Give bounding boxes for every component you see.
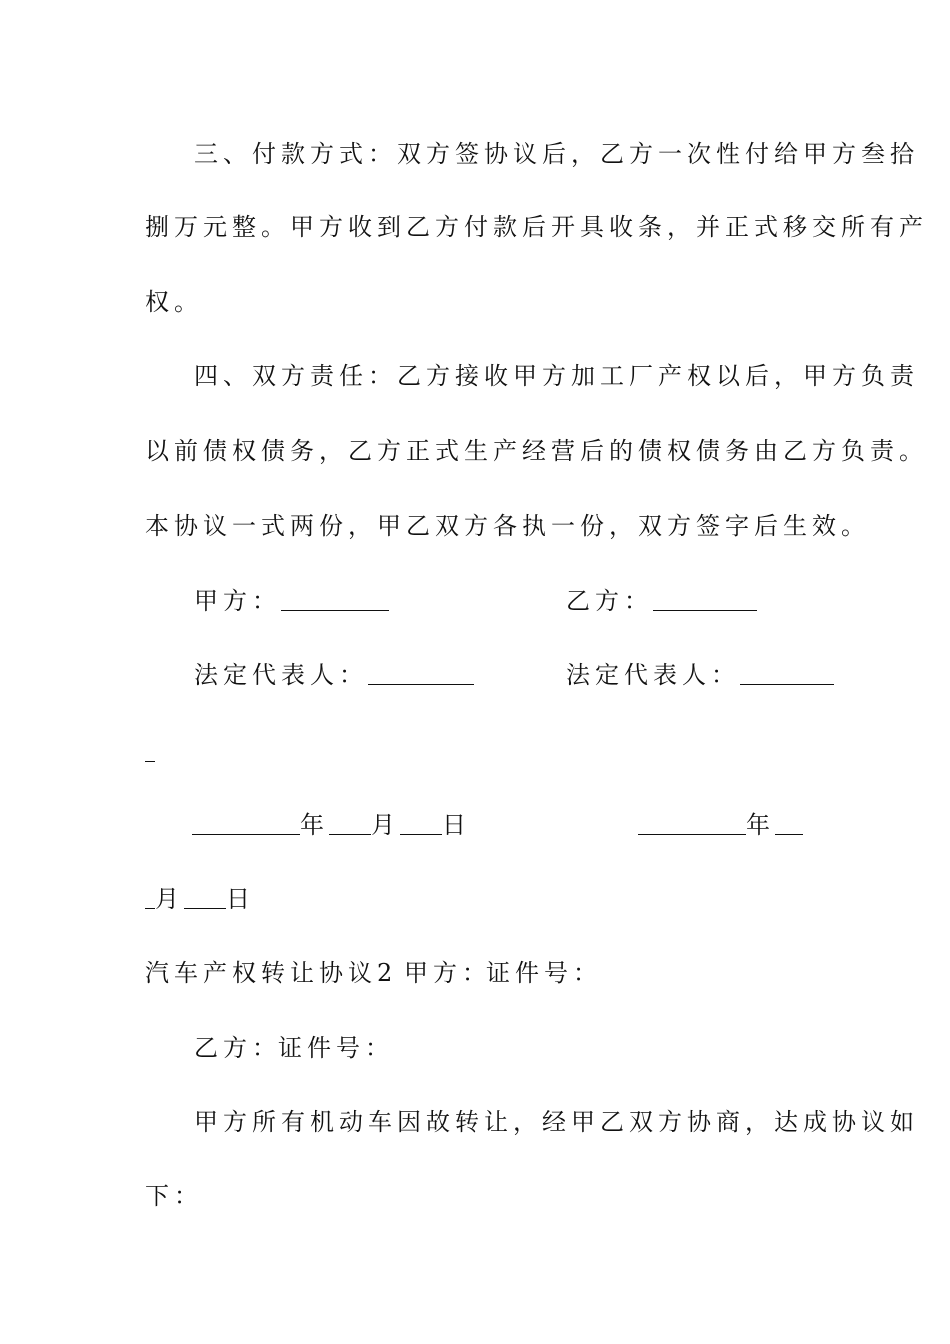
agreement-2-title: 汽车产权转让协议2 bbox=[145, 959, 398, 987]
date-a-month: 月 bbox=[371, 811, 400, 839]
party-b-signature bbox=[566, 589, 757, 613]
date-b-continued bbox=[145, 887, 255, 911]
paragraph-3-line-2: 捌万元整。甲方收到乙方付款后开具收条，并正式移交所有产 bbox=[145, 213, 928, 241]
agreement-2-intro-line-2: 下： bbox=[145, 1182, 203, 1210]
party-a-signature bbox=[194, 589, 389, 613]
date-b bbox=[638, 813, 803, 837]
date-a-day: 日 bbox=[442, 811, 471, 839]
paragraph-3-line-3: 权。 bbox=[145, 288, 203, 316]
date-b-day: 日 bbox=[226, 885, 255, 913]
paragraph-4-line-2: 以前债权债务，乙方正式生产经营后的债权债务由乙方负责。 bbox=[145, 437, 928, 465]
party-a-blank bbox=[281, 594, 389, 611]
party-b-label: 乙方： bbox=[566, 587, 653, 615]
rep-b-blank-continued bbox=[145, 740, 155, 764]
rep-b-label: 法定代表人： bbox=[566, 661, 740, 689]
paragraph-4-line-3: 本协议一式两份，甲乙双方各执一份，双方签字后生效。 bbox=[145, 512, 870, 540]
agreement-2-party-a: 甲方： bbox=[404, 959, 491, 987]
agreement-2-id-a: 证件号： bbox=[486, 959, 602, 987]
rep-b-signature bbox=[566, 663, 834, 687]
party-b-blank bbox=[653, 594, 757, 611]
agreement-2-id-b: 证件号： bbox=[278, 1034, 394, 1062]
date-a bbox=[192, 813, 471, 837]
rep-a-signature bbox=[194, 663, 474, 687]
date-a-year: 年 bbox=[300, 811, 329, 839]
party-a-label: 甲方： bbox=[194, 587, 281, 615]
paragraph-4-line-1: 四、双方责任：乙方接收甲方加工厂产权以后，甲方负责 bbox=[194, 362, 919, 390]
paragraph-3-line-1: 三、付款方式：双方签协议后，乙方一次性付给甲方叁拾 bbox=[194, 140, 919, 168]
rep-a-label: 法定代表人： bbox=[194, 661, 368, 689]
rep-b-blank bbox=[740, 668, 834, 685]
agreement-2-party-b: 乙方： bbox=[194, 1034, 281, 1062]
date-b-year: 年 bbox=[746, 811, 775, 839]
rep-a-blank bbox=[368, 668, 474, 685]
agreement-2-intro-line-1: 甲方所有机动车因故转让，经甲乙双方协商，达成协议如 bbox=[194, 1108, 919, 1136]
date-b-month: 月 bbox=[155, 885, 184, 913]
